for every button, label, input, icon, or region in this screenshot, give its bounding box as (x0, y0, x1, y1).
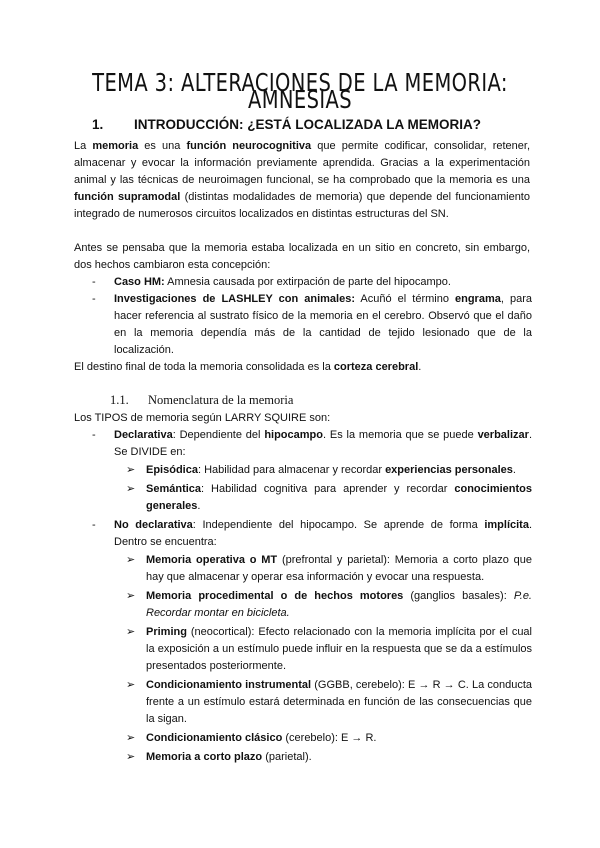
sublist-item (126, 462, 532, 479)
text-run: La (74, 140, 93, 152)
memory-types-list (92, 427, 532, 766)
bold-run: conocimientos generales (146, 483, 532, 512)
bold-run: implícita (484, 519, 529, 531)
section-heading (92, 116, 481, 133)
bold-run: engrama (455, 293, 501, 305)
bold-run: Condicionamiento instrumental (146, 679, 312, 691)
text-run: , para hacer referencia al sustrato físico de la memoria en el cerebro. Observó que el daño en la memoria dependía más de la cantidad de tejido lesionado que de la localización. (114, 293, 532, 356)
bold-run: No declarativa (114, 519, 193, 531)
text-run: . Se DIVIDE en: (114, 429, 532, 458)
section-heading-text: INTRODUCCIÓN: ¿ESTÁ LOCALIZADA LA MEMORIA? (134, 117, 481, 132)
conclusion-paragraph (74, 359, 530, 376)
sublist-item (126, 481, 532, 515)
text-run: (ganglios basales): (403, 590, 514, 602)
bold-run: verbalizar (477, 429, 529, 441)
bold-run: memoria (92, 140, 139, 152)
arrow-bullet-icon: ➢ (126, 464, 136, 476)
list-item (92, 274, 532, 291)
sublist-item (126, 624, 532, 675)
text-run: : Habilidad cognitiva para aprender y recordar (201, 483, 455, 495)
text-run: Acuñó el término (355, 293, 455, 305)
bold-run: Priming (146, 626, 187, 638)
types-intro: Los TIPOS de memoria según LARRY SQUIRE son: (74, 412, 331, 424)
sublist-item (126, 552, 532, 586)
text-run: Amnesia causada por extirpación de parte del hipocampo. (164, 276, 451, 288)
declarativa-sublist (126, 462, 532, 515)
sublist-item (126, 677, 532, 728)
text-run: . (197, 500, 201, 512)
bold-run: Memoria procedimental o de hechos motores (146, 590, 404, 602)
dash-marker: - (92, 519, 96, 531)
evidence-list (92, 274, 532, 359)
history-paragraph: Antes se pensaba que la memoria estaba localizada en un sitio en concreto, sin embargo, dos hechos cambiaron esta concepción: (74, 242, 530, 271)
arrow-bullet-icon: ➢ (126, 590, 136, 602)
bold-run: Episódica (146, 464, 198, 476)
bold-run: hipocampo (264, 429, 323, 441)
subsection-heading-text: Nomenclatura de la memoria (148, 393, 294, 407)
text-run: (GGBB, cerebelo): E → R → C. La conducta frente a un estímulo estará determinada en función de las consecuencias que la sigan. (146, 679, 532, 725)
bold-run: Semántica (146, 483, 202, 495)
list-item (92, 291, 532, 359)
text-run: que permite codificar, consolidar, retener, almacenar y evocar la información previamente aprendida. Gracias a la experimentación animal y las técnicas de neuroimagen funcional, se ha comprobado que la memoria es una (74, 140, 530, 186)
arrow-bullet-icon: ➢ (126, 626, 136, 638)
bold-run: Declarativa (114, 429, 173, 441)
arrow-bullet-icon: ➢ (126, 554, 136, 566)
text-run: es una (138, 140, 187, 152)
list-item-no-declarativa (92, 517, 532, 766)
bold-run: función supramodal (74, 191, 181, 203)
arrow-bullet-icon: ➢ (126, 679, 136, 691)
arrow-bullet-icon: ➢ (126, 483, 136, 495)
dash-marker: - (92, 429, 96, 441)
sublist-item (126, 730, 532, 747)
page-title: TEMA 3: ALTERACIONES DE LA MEMORIA: AMNESIAS (92, 68, 508, 114)
arrow-bullet-icon: ➢ (126, 732, 136, 744)
no-declarativa-sublist (126, 552, 532, 766)
text-run: El destino final de toda la memoria consolidada es la (74, 361, 334, 373)
text-run: . (418, 361, 422, 373)
dash-marker: - (92, 276, 96, 288)
text-run: . Dentro se encuentra: (114, 519, 533, 548)
bold-run: Condicionamiento clásico (146, 732, 283, 744)
arrow-bullet-icon: ➢ (126, 751, 136, 763)
bold-run: Caso HM: (114, 276, 165, 288)
subsection-heading (110, 392, 293, 409)
list-item-declarativa (92, 427, 532, 515)
text-run: . Es la memoria que se puede (322, 429, 478, 441)
text-run: (cerebelo): E → R. (282, 732, 377, 744)
italic-run: P.e. Recordar montar en bicicleta. (146, 590, 532, 619)
text-run: : Dependiente del (172, 429, 265, 441)
text-run: (distintas modalidades de memoria) que depende del funcionamiento integrado de numerosos circuitos localizados en distintas estructuras del SN. (74, 191, 530, 220)
bold-run: experiencias personales (385, 464, 513, 476)
text-run: (neocortical): Efecto relacionado con la memoria implícita por el cual la exposición a un estímulo puede influir en la respuesta que se da a estímulos presentados posteriormente. (146, 626, 532, 672)
bold-run: Memoria a corto plazo (146, 751, 263, 763)
section-number: 1. (92, 117, 104, 132)
intro-paragraph (74, 138, 530, 223)
sublist-item (126, 588, 532, 622)
bold-run: Memoria operativa o MT (146, 554, 278, 566)
dash-marker: - (92, 293, 96, 305)
text-run: (prefrontal y parietal): Memoria a corto plazo que hay que almacenar y operar esa información y evocar una respuesta. (146, 554, 532, 583)
text-run: (parietal). (262, 751, 312, 763)
sublist-item (126, 749, 532, 766)
bold-run: corteza cerebral (333, 361, 419, 373)
bold-run: Investigaciones de LASHLEY con animales: (114, 293, 355, 305)
subsection-number: 1.1. (110, 393, 129, 407)
text-run: : Habilidad para almacenar y recordar (197, 464, 386, 476)
bold-run: función neurocognitiva (186, 140, 312, 152)
text-run: . (512, 464, 516, 476)
text-run: : Independiente del hipocampo. Se aprende de forma (192, 519, 485, 531)
